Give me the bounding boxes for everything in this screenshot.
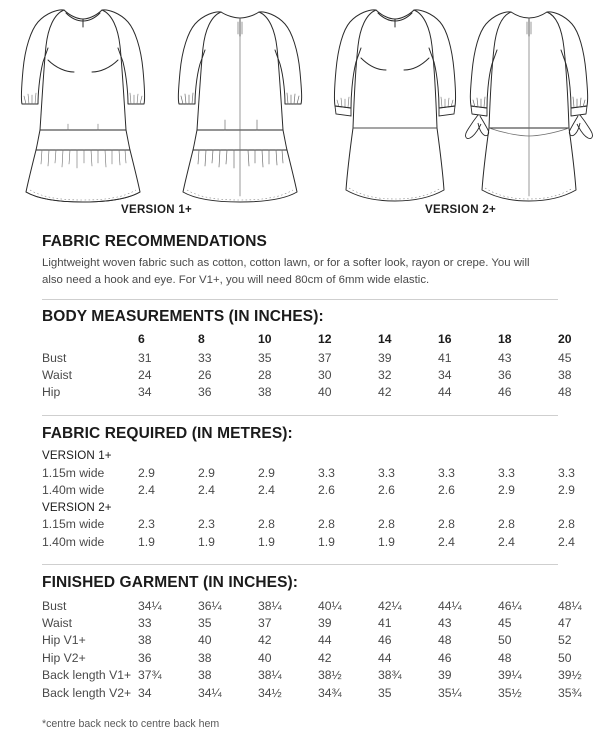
cell: 36: [498, 368, 512, 382]
row-label: Bust: [42, 598, 67, 613]
fabric-required-subhead-version-1: VERSION 1+: [42, 449, 112, 463]
cell: 33: [138, 615, 152, 630]
row-label: Hip V2+: [42, 650, 86, 665]
size-header-8: 8: [198, 332, 205, 347]
cell: 41: [378, 615, 392, 630]
cell: 35½: [498, 685, 522, 700]
caption-version-1: VERSION 1+: [121, 204, 193, 216]
pattern-info-document: [42, 232, 582, 731]
cell: 38: [138, 633, 152, 648]
cell: 35: [378, 685, 392, 700]
cell: 2.6: [318, 483, 335, 498]
fabric-required-subhead-version-2: VERSION 2+: [42, 500, 112, 514]
cell: 44: [378, 650, 392, 665]
cell: 32: [378, 368, 392, 382]
dress-illustration-version-1-back: [165, 0, 315, 204]
body-measurements-title: BODY MEASUREMENTS (IN INCHES):: [42, 307, 324, 325]
table-header-row: [42, 331, 600, 349]
cell: 45: [498, 615, 512, 630]
cell: 50: [498, 633, 512, 648]
cell: 37: [258, 615, 272, 630]
row-label: Waist: [42, 615, 73, 630]
cell: 2.9: [498, 483, 515, 498]
cell: 28: [258, 368, 272, 382]
cell: 2.8: [438, 517, 455, 532]
cell: 50: [558, 650, 572, 665]
cell: 43: [438, 615, 452, 630]
cell: 39: [318, 615, 332, 630]
section-finished-garment: [42, 573, 582, 702]
cell: 38¾: [378, 668, 402, 683]
cell: 40¼: [318, 598, 342, 613]
cell: 2.3: [138, 517, 155, 532]
footnote: *centre back neck to centre back hem: [42, 718, 220, 731]
cell: 37: [318, 350, 332, 365]
cell: 26: [198, 368, 212, 382]
dress-illustration-version-2-front: [320, 0, 470, 204]
table-row: [42, 598, 600, 615]
cell: 44: [318, 633, 332, 648]
cell: 36: [198, 385, 212, 400]
cell: 2.4: [498, 534, 515, 549]
cell: 38: [198, 668, 212, 683]
cell: 34¼: [138, 598, 162, 613]
table-row: [42, 350, 600, 367]
table-row: [42, 685, 600, 702]
corner-cell: [42, 331, 138, 349]
version-captions: [0, 204, 600, 226]
section-fabric-recommendations: [42, 232, 558, 288]
cell: 3.3: [378, 465, 395, 480]
cell: 41: [438, 350, 452, 365]
cell: 42: [258, 633, 272, 648]
cell: 38¼: [258, 598, 282, 613]
cell: 2.4: [198, 483, 215, 498]
row-label: Back length V1+: [42, 668, 132, 683]
size-header-10: 10: [258, 332, 272, 347]
cell: 2.9: [258, 465, 275, 480]
cell: 1.9: [378, 534, 395, 549]
cell: 48: [498, 650, 512, 665]
cell: 46: [498, 385, 512, 400]
cell: 44: [438, 385, 452, 400]
size-header-20: 20: [558, 332, 572, 347]
finished-garment-table: [42, 598, 600, 703]
row-label: 1.40m wide: [42, 483, 105, 498]
body-measurements-table: [42, 331, 600, 402]
cell: 34: [138, 685, 152, 700]
cell: 3.3: [318, 465, 335, 480]
cell: 40: [198, 633, 212, 648]
cell: 36¼: [198, 598, 222, 613]
table-row: [42, 534, 600, 551]
cell: 39: [438, 668, 452, 683]
cell: 2.9: [138, 465, 155, 480]
cell: 37¾: [138, 668, 162, 683]
row-label: Hip: [42, 385, 61, 400]
cell: 34½: [258, 685, 282, 700]
size-header-14: 14: [378, 332, 392, 347]
cell: 46¼: [498, 598, 522, 613]
cell: 31: [138, 350, 152, 365]
fabric-recommendations-text: Lightweight woven fabric such as cotton, cotton lawn, or for a softer look, rayon or crepe. You will also need a hook and eye. For V1+, you will need 80cm of 6mm wide elastic.: [42, 257, 530, 286]
caption-version-2: VERSION 2+: [425, 204, 497, 216]
table-row: [42, 482, 600, 499]
cell: 2.4: [258, 483, 275, 498]
dress-illustration-version-1-front: [8, 0, 158, 204]
cell: 48¼: [558, 598, 582, 613]
cell: 2.6: [378, 483, 395, 498]
cell: 46: [378, 633, 392, 648]
technical-drawings-panel: [0, 0, 600, 204]
fabric-required-subhead-v1-row: [42, 448, 600, 465]
cell: 38¼: [258, 668, 282, 683]
cell: 38½: [318, 668, 342, 683]
row-label: 1.40m wide: [42, 534, 105, 549]
cell: 1.9: [198, 534, 215, 549]
cell: 35¾: [558, 685, 582, 700]
cell: 38: [258, 385, 272, 400]
row-label: Waist: [42, 368, 73, 382]
size-header-6: 6: [138, 332, 145, 347]
cell: 35¼: [438, 685, 462, 700]
table-row: [42, 516, 600, 533]
cell: 1.9: [318, 534, 335, 549]
cell: 42: [378, 385, 392, 400]
cell: 3.3: [498, 465, 515, 480]
size-header-16: 16: [438, 332, 452, 347]
cell: 39½: [558, 668, 582, 683]
cell: 40: [258, 650, 272, 665]
cell: 42¼: [378, 598, 402, 613]
table-row: [42, 650, 600, 667]
cell: 40: [318, 385, 332, 400]
cell: 52: [558, 633, 572, 648]
fabric-recommendations-title: FABRIC RECOMMENDATIONS: [42, 233, 267, 250]
cell: 38: [558, 368, 572, 382]
row-label: 1.15m wide: [42, 517, 105, 532]
cell: 3.3: [438, 465, 455, 480]
cell: 48: [438, 633, 452, 648]
cell: 34: [138, 385, 152, 400]
cell: 34¾: [318, 685, 342, 700]
cell: 35: [198, 615, 212, 630]
cell: 1.9: [258, 534, 275, 549]
cell: 33: [198, 350, 212, 365]
fabric-required-table: [42, 448, 600, 551]
cell: 2.9: [198, 465, 215, 480]
cell: 3.3: [558, 465, 575, 480]
section-fabric-required: [42, 424, 575, 551]
cell: 24: [138, 368, 152, 382]
dress-illustration-version-2-back: [458, 0, 600, 204]
row-label: Hip V1+: [42, 633, 86, 648]
size-header-12: 12: [318, 332, 332, 347]
cell: 39¼: [498, 668, 522, 683]
cell: 34¼: [198, 685, 222, 700]
fabric-required-title: FABRIC REQUIRED (IN METRES):: [42, 424, 293, 442]
cell: 2.4: [438, 534, 455, 549]
cell: 30: [318, 368, 332, 382]
cell: 2.8: [498, 517, 515, 532]
row-label: Bust: [42, 350, 67, 365]
table-row: [42, 384, 600, 401]
cell: 2.4: [558, 534, 575, 549]
table-row: [42, 632, 600, 649]
size-header-18: 18: [498, 332, 512, 347]
cell: 2.8: [558, 517, 575, 532]
cell: 35: [258, 350, 272, 365]
cell: 2.3: [198, 517, 215, 532]
cell: 47: [558, 615, 572, 630]
cell: 48: [558, 385, 572, 400]
table-row: [42, 465, 600, 482]
cell: 45: [558, 350, 572, 365]
cell: 36: [138, 650, 152, 665]
row-label: Back length V2+: [42, 685, 132, 700]
cell: 2.9: [558, 483, 575, 498]
cell: 46: [438, 650, 452, 665]
cell: 43: [498, 350, 512, 365]
cell: 42: [318, 650, 332, 665]
cell: 2.6: [438, 483, 455, 498]
cell: 44¼: [438, 598, 462, 613]
cell: 38: [198, 650, 212, 665]
cell: 1.9: [138, 534, 155, 549]
table-row: [42, 667, 600, 684]
table-row: [42, 367, 600, 384]
table-row: [42, 615, 600, 632]
cell: 34: [438, 368, 452, 382]
fabric-required-subhead-v2-row: [42, 500, 600, 517]
cell: 2.4: [138, 483, 155, 498]
finished-garment-title: FINISHED GARMENT (IN INCHES):: [42, 574, 299, 592]
cell: 2.8: [378, 517, 395, 532]
cell: 2.8: [318, 517, 335, 532]
cell: 39: [378, 350, 392, 365]
section-body-measurements: [42, 307, 572, 402]
cell: 2.8: [258, 517, 275, 532]
row-label: 1.15m wide: [42, 465, 105, 480]
